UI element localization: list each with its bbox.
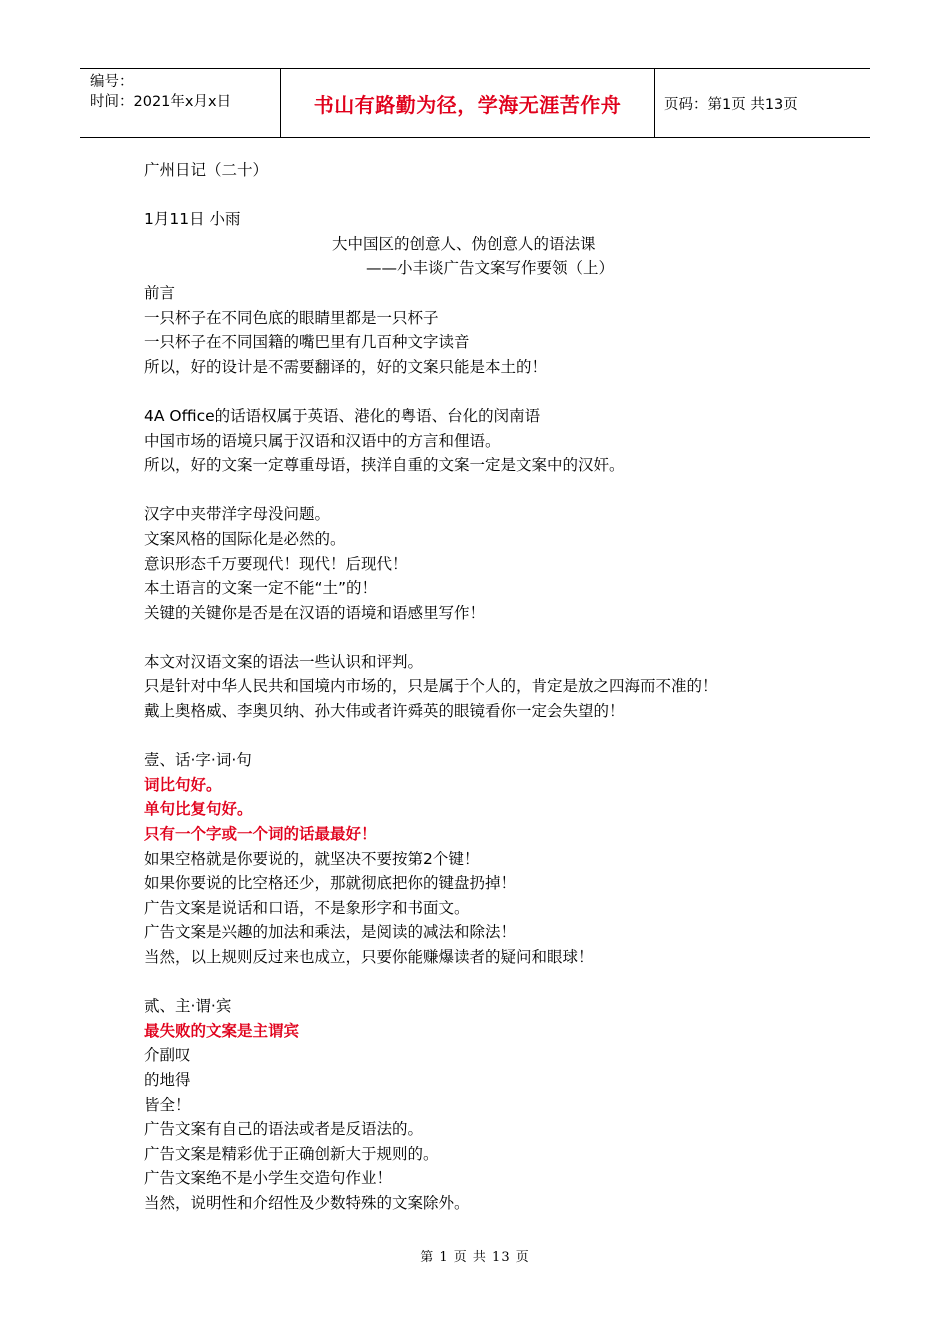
text-line: 1月11日 小雨 — [144, 210, 241, 229]
highlight-line: 最失败的文案是主谓宾 — [144, 1021, 300, 1040]
text-line: 前言 — [144, 283, 176, 302]
text-line: 一只杯子在不同色底的眼睛里都是一只杯子 — [144, 308, 439, 327]
blank-line — [144, 970, 824, 995]
text-line: 关键的关键你是否是在汉语的语境和语感里写作！ — [144, 603, 486, 622]
text-line: ——小丰谈广告文案写作要领（上） — [366, 259, 615, 278]
blank-line — [144, 379, 824, 404]
text-line: 一只杯子在不同国籍的嘴巴里有几百种文字读音 — [144, 333, 470, 352]
text-line: 文案风格的国际化是必然的。 — [144, 529, 346, 548]
number-label: 编号： — [90, 74, 134, 90]
text-line: 中国市场的语境只属于汉语和汉语中的方言和俚语。 — [144, 431, 501, 450]
highlight-line: 单句比复句好。 — [144, 800, 253, 819]
text-line: 只是针对中华人民共和国境内市场的，只是属于个人的，肯定是放之四海而不准的！ — [144, 677, 718, 696]
header-page-cell — [655, 69, 870, 137]
highlight-line: 词比句好。 — [144, 775, 222, 794]
text-line: 介副叹 — [144, 1046, 191, 1065]
blank-line — [144, 625, 824, 650]
text-line: 广告文案是精彩优于正确创新大于规则的。 — [144, 1144, 439, 1163]
text-line: 壹、话·字·词·句 — [144, 751, 252, 770]
text-line: 当然，以上规则反过来也成立，只要你能赚爆读者的疑问和眼球！ — [144, 948, 594, 966]
text-line: 本土语言的文案一定不能“土”的！ — [144, 579, 378, 598]
text-line: 广告文案有自己的语法或者是反语法的。 — [144, 1120, 424, 1139]
header-motto-cell — [281, 69, 655, 137]
text-line: 戴上奥格威、李奥贝纳、孙大伟或者许舜英的眼镜看你一定会失望的！ — [144, 702, 625, 721]
text-line: 所以，好的文案一定尊重母语，挟洋自重的文案一定是文案中的汉奸。 — [144, 456, 625, 475]
text-line: 广告文案是说话和口语，不是象形字和书面文。 — [144, 898, 470, 917]
text-line: 如果空格就是你要说的，就坚决不要按第2个键！ — [144, 849, 480, 868]
text-line: 本文对汉语文案的语法一些认识和评判。 — [144, 652, 424, 671]
blank-line — [144, 183, 824, 208]
text-line: 如果你要说的比空格还少，那就彻底把你的键盘扔掉！ — [144, 874, 517, 893]
header-page-info: 页码：第1页 共13页 — [664, 96, 798, 113]
document-body — [144, 158, 824, 1216]
document-header — [80, 68, 870, 138]
text-line: 大中国区的创意人、伪创意人的语法课 — [332, 234, 596, 253]
text-line: 贰、主·谓·宾 — [144, 997, 232, 1016]
text-line: 广州日记（二十） — [144, 161, 269, 179]
text-line: 4A Office的话语权属于英语、港化的粤语、台化的闵南语 — [144, 406, 541, 425]
text-line: 汉字中夹带洋字母没问题。 — [144, 505, 331, 524]
text-line: 当然，说明性和介绍性及少数特殊的文案除外。 — [144, 1193, 470, 1212]
header-meta-cell — [80, 69, 281, 137]
date-label: 时间：2021年x月x日 — [90, 94, 232, 110]
text-line: 广告文案绝不是小学生交造句作业！ — [144, 1169, 393, 1188]
text-line: 所以，好的设计是不需要翻译的，好的文案只能是本土的！ — [144, 357, 548, 376]
text-line: 的地得 — [144, 1070, 191, 1089]
header-motto: 书山有路勤为径，学海无涯苦作舟 — [313, 92, 622, 117]
text-line: 广告文案是兴趣的加法和乘法，是阅读的减法和除法！ — [144, 923, 517, 942]
highlight-line: 只有一个字或一个词的话最最好！ — [144, 825, 377, 844]
blank-line — [144, 478, 824, 503]
text-line: 意识形态千万要现代！现代！后现代！ — [144, 554, 408, 573]
text-line: 皆全！ — [144, 1095, 191, 1114]
blank-line — [144, 724, 824, 749]
page-footer: 第 1 页 共 13 页 — [420, 1250, 530, 1265]
